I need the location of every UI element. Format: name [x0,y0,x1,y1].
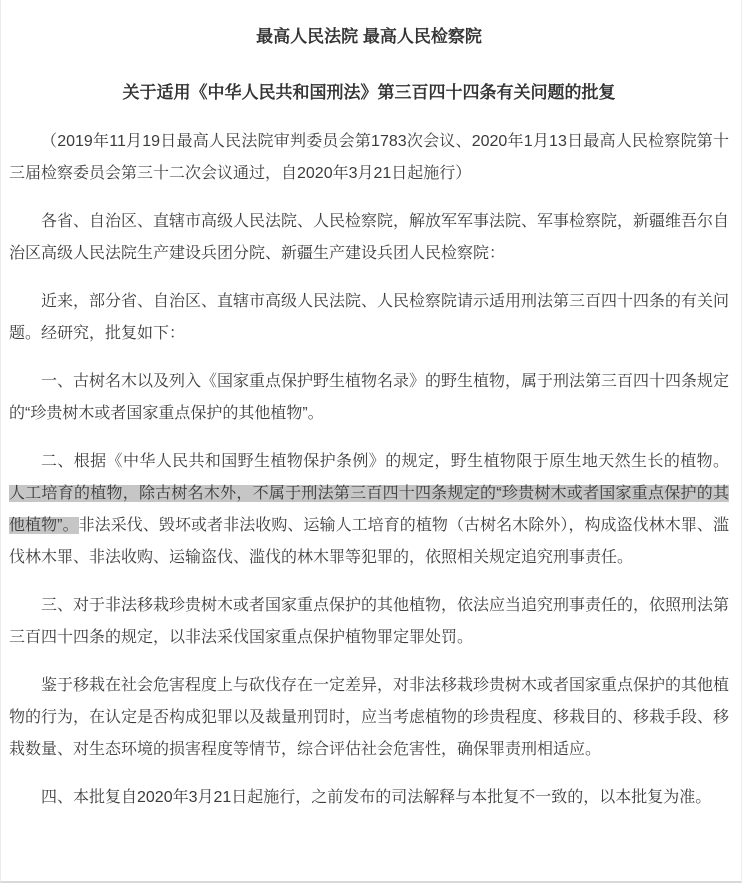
document-subtitle: 关于适用《中华人民共和国刑法》第三百四十四条有关问题的批复 [122,83,616,102]
addressees-paragraph: 各省、自治区、直辖市高级人民法院、人民检察院，解放军军事法院、军事检察院，新疆维吾尔自治区高级人民法院生产建设兵团分院、新疆生产建设兵团人民检察院： [9,213,730,262]
document-title: 最高人民法院 最高人民检察院 [256,27,482,46]
article-4-paragraph: 四、本批复自2020年3月21日起施行，之前发布的司法解释与本批复不一致的，以本批复为准。 [41,789,712,806]
article-3-note-paragraph: 鉴于移栽在社会危害程度上与砍伐存在一定差异，对非法移栽珍贵树木或者国家重点保护的其他植物的行为，在认定是否构成犯罪以及裁量刑罚时，应当考虑植物的珍贵程度、移栽目的、移栽手段、移栽数量、对生态环境的损害程度等情节，综合评估社会危害性，确保罪责刑相适应。 [9,677,730,758]
article-1-paragraph: 一、古树名木以及列入《国家重点保护野生植物名录》的野生植物，属于刑法第三百四十四条规定的“珍贵树木或者国家重点保护的其他植物”。 [9,373,730,422]
intro-paragraph: 近来，部分省、自治区、直辖市高级人民法院、人民检察院请示适用刑法第三百四十四条的有关问题。经研究，批复如下： [9,293,730,342]
article-3-paragraph: 三、对于非法移栽珍贵树木或者国家重点保护的其他植物，依法应当追究刑事责任的，依照刑法第三百四十四条的规定，以非法采伐国家重点保护植物罪定罪处罚。 [9,597,730,646]
article-2-paragraph [9,446,729,574]
article-2-lead-text: 二、根据《中华人民共和国野生植物保护条例》的规定，野生植物限于原生地天然生长的植物。 [41,453,729,470]
article-2-highlighted-text: 人工培育的植物，除古树名木外，不属于刑法第三百四十四条规定的“珍贵树木或者国家重点保护的其他植物”。 [9,485,729,534]
adoption-note-paragraph: （2019年11月19日最高人民法院审判委员会第1783次会议、2020年1月13日最高人民检察院第十三届检察委员会第三十二次会议通过，自2020年3月21日起施行） [9,133,729,182]
article-2-trailing-text: 非法采伐、毁坏或者非法收购、运输人工培育的植物（古树名木除外），构成盗伐林木罪、滥伐林木罪、非法收购、运输盗伐、滥伐的林木罪等犯罪的，依照相关规定追究刑事责任。 [9,517,729,566]
